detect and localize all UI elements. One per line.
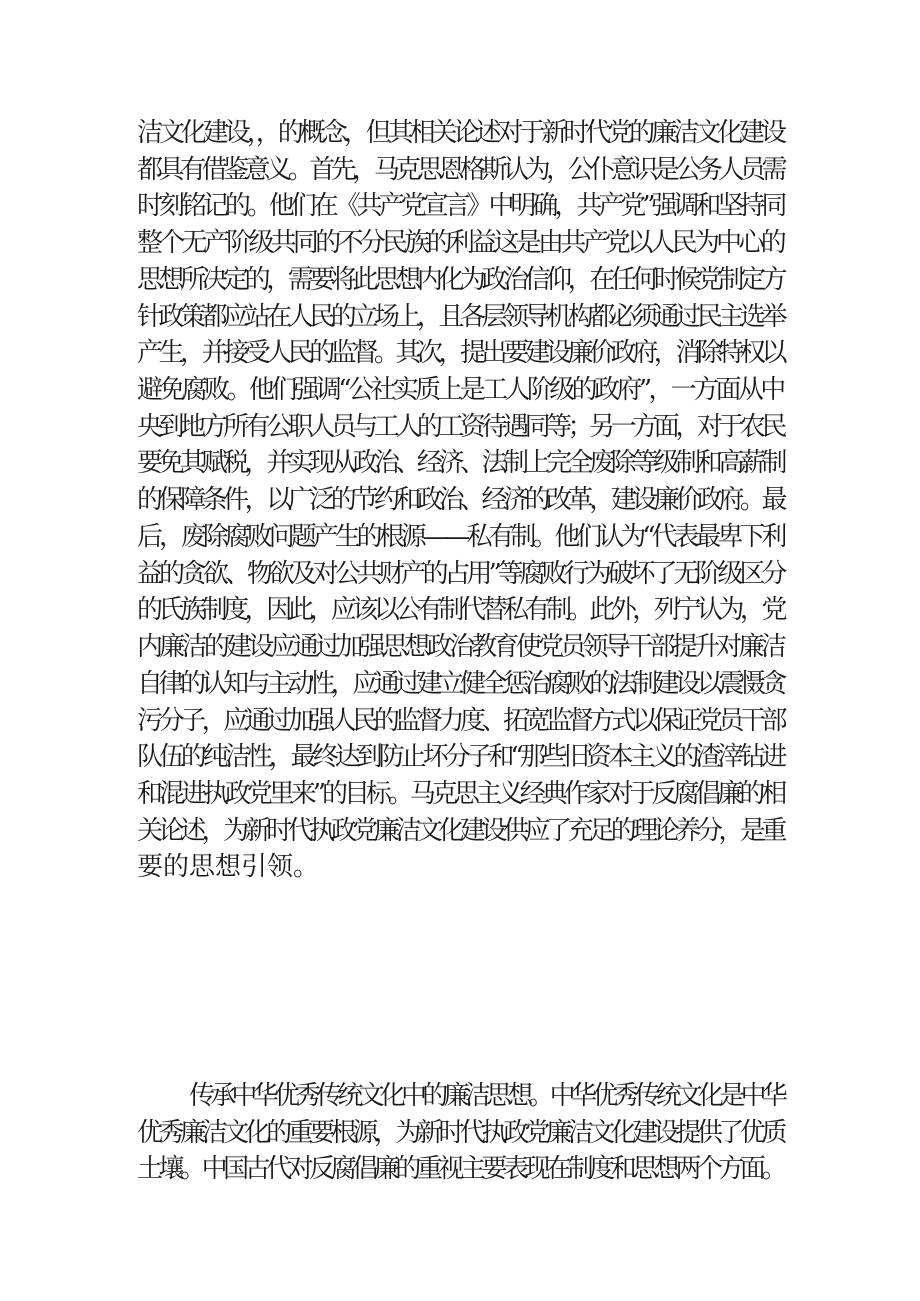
text-line: 内廉洁的建设应通过加强思想政治教育使党员领导干部提升对廉洁 [137,632,784,663]
text-line: 后，废除腐败问题产生的根源——私有制。他们认为“代表最卑下利 [137,521,784,552]
text-line: 整个无产阶级共同的不分民族的利益这是由共产党以人民为中心的 [137,228,784,259]
text-line: 要的思想引领。 [137,852,320,883]
text-line: 的保障条件，以广泛的节约和政治、经济的改革，建设廉价政府。最 [137,485,784,516]
text-line: 针政策都应站在人民的立场上，且各层领导机构都必须通过民主选举 [137,301,784,332]
text-line: 关论述，为新时代执政党廉洁文化建设供应了充足的理论养分，是重 [137,815,784,846]
text-line: 自律的认知与主动性，应通过建立健全惩治腐败的法制建设以震慑贪 [137,668,784,699]
text-line: 队伍的纯洁性，最终达到防止坏分子和“那些旧资本主义的渣滓钻进 [137,742,784,773]
text-line: 央到地方所有公职人员与工人的工资待遇同等；另一方面，对于农民 [137,411,784,442]
text-line: 思想所决定的，需要将此思想内化为政治信仰，在任何时候党制定方 [137,264,784,295]
text-line: 和混进执政党里来”的目标。马克思主义经典作家对于反腐倡廉的相 [137,778,784,809]
text-line: 污分子，应通过加强人民的监督力度、拓宽监督方式以保证党员干部 [137,705,784,736]
text-line: 产生，并接受人民的监督。其次，提出要建设廉价政府，消除特权以 [137,338,784,369]
text-line: 益的贪欲、物欲及对公共财产的占用”等腐败行为破坏了无阶级区分 [137,558,784,589]
text-line: 要免其赋税，并实现从政治、经济、法制上完全废除等级制和高薪制 [137,448,784,479]
text-line: 避免腐败。他们强调“公社实质上是工人阶级的政府”，一方面从中 [137,375,783,406]
text-line: 时刻铭记的。他们在《共产党宣言》中明确，共产党”强调和坚持同 [137,191,784,222]
text-line: 土壤。中国古代对反腐倡廉的重视主要表现在制度和思想两个方面。 [137,1154,784,1185]
text-line: 的氏族制度，因此，应该以公有制代替私有制。此外，列宁认为，党 [137,595,784,626]
text-line: 都具有借鉴意义。首先，马克思恩格斯认为，公仆意识是公务人员需 [137,154,784,185]
text-line: 传承中华优秀传统文化中的廉洁思想。中华优秀传统文化是中华 [189,1081,784,1111]
text-line: 洁文化建设，，的概念，但其相关论述对于新时代党的廉洁文化建设 [137,118,784,148]
text-line: 优秀廉洁文化的重要根源，为新时代执政党廉洁文化建设提供了优质 [137,1117,784,1148]
